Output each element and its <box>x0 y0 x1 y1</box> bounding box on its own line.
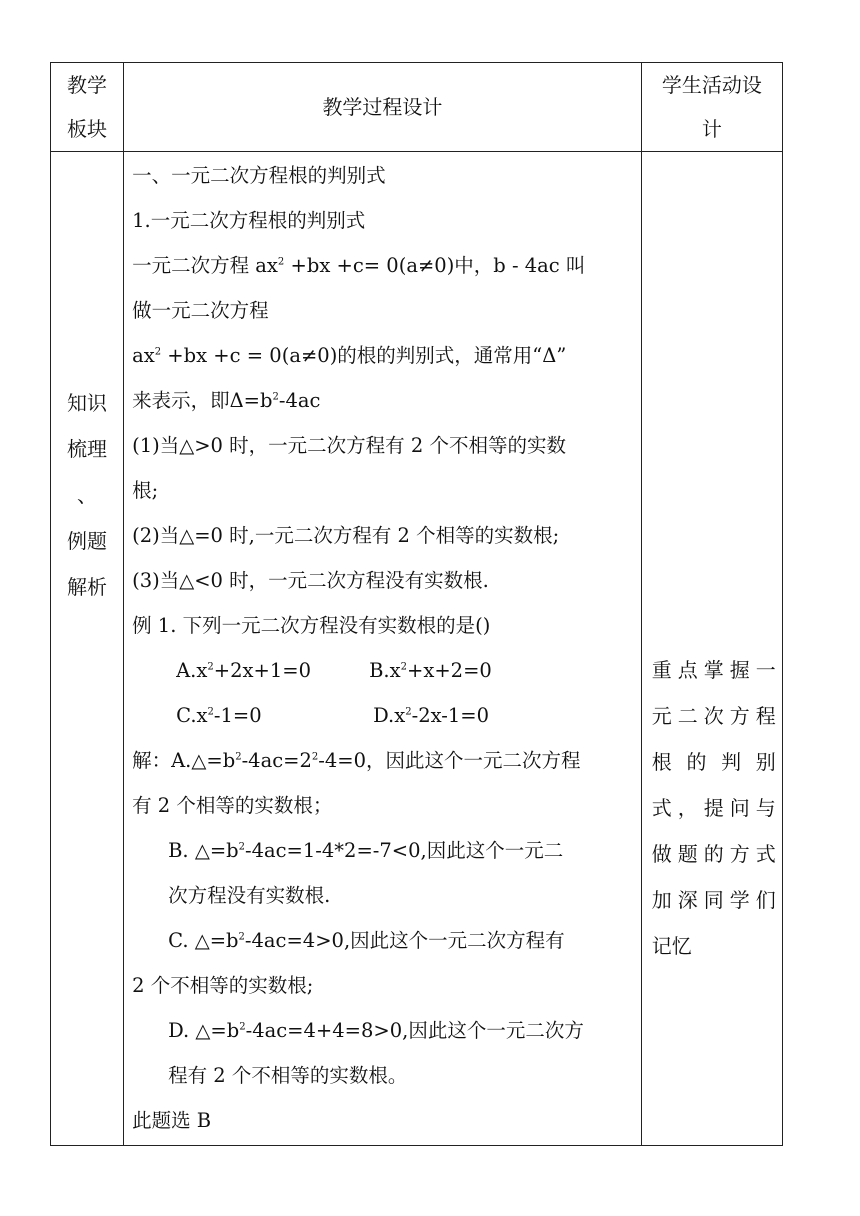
text-line: $ax^2 +bx +c = 0(a\ne 0)$的根的判别式，通常用“Δ” <box>132 344 567 367</box>
text-line: (1)当△>0 时，一元二次方程有 2 个不相等的实数 <box>132 434 566 457</box>
header-col-process-label: 教学过程设计 <box>322 95 443 119</box>
header-col-activity <box>641 63 782 152</box>
activity-note-line: 式，提问与 <box>651 796 776 820</box>
header-row <box>51 63 783 152</box>
block-label-cell <box>51 152 124 1146</box>
block-label <box>51 380 123 610</box>
text-line: 来表示，即$\Delta=b^2-4ac$ <box>132 389 321 412</box>
solution-line: 2 个不相等的实数根; <box>132 974 314 997</box>
block-label-line: 、 <box>77 483 98 507</box>
solution-line: 次方程没有实数根. <box>168 884 331 907</box>
option-c: $C.x^2-1=0$ <box>176 704 262 727</box>
solution-line: D. $\triangle=b^2-4ac=4+4=8>0$,因此这个一元二次方 <box>168 1019 584 1042</box>
activity-note-line: 做题的方式 <box>651 842 776 866</box>
block-label-line: 例题 <box>67 529 108 553</box>
option-b: $B.x^2+x+2=0$ <box>369 659 492 682</box>
text-line: 根; <box>132 479 159 502</box>
header-col-activity-line1: 学生活动设 <box>661 73 762 97</box>
header-col-block-line1: 教学 <box>67 73 108 97</box>
text-line: (2)当△=0 时,一元二次方程有 2 个相等的实数根; <box>132 524 560 547</box>
process-content <box>124 152 641 1144</box>
text-line: 做一元二次方程 <box>132 299 269 322</box>
process-cell <box>124 152 642 1146</box>
block-label-line: 梳理 <box>67 437 108 461</box>
activity-note <box>652 647 776 969</box>
solution-line: B. $\triangle=b^2-4ac=1-4*2=-7<0$,因此这个一元二 <box>168 839 564 862</box>
lesson-plan-table <box>50 62 783 1146</box>
subsection-title: 1.一元二次方程根的判别式 <box>132 209 366 232</box>
option-d: $D.x^2-2x-1=0$ <box>373 704 489 727</box>
text-line: 一元二次方程 $ax^2 +bx +c= 0(a\ne 0)$中，b - 4ac 叫 <box>132 254 586 277</box>
header-col-activity-line2: 计 <box>701 117 722 141</box>
section-title: 一、一元二次方程根的判别式 <box>132 164 386 187</box>
example-question: 例 1. 下列一元二次方程没有实数根的是() <box>132 614 491 637</box>
content-row <box>51 152 783 1146</box>
block-label-line: 知识 <box>67 391 108 415</box>
block-label-line: 解析 <box>67 575 108 599</box>
solution-line: 有 2 个相等的实数根； <box>132 794 333 817</box>
solution-line: 程有 2 个不相等的实数根。 <box>168 1064 408 1087</box>
activity-note-line: 记忆 <box>651 934 692 958</box>
solution-line: C. $\triangle=b^2-4ac=4>0$,因此这个一元二次方程有 <box>168 929 565 952</box>
header-col-process <box>124 63 642 152</box>
activity-note-line: 重点掌握一 <box>651 658 776 682</box>
option-a: $A.x^2+2x+1=0$ <box>176 659 311 682</box>
text-line: (3)当△<0 时，一元二次方程没有实数根. <box>132 569 489 592</box>
answer-line: 此题选 B <box>132 1109 212 1132</box>
header-col-block-line2: 板块 <box>67 117 108 141</box>
activity-note-line: 元二次方程 <box>651 704 776 728</box>
activity-note-line: 加深同学们 <box>651 888 776 912</box>
header-col-block <box>51 63 124 152</box>
activity-cell <box>641 152 782 1146</box>
activity-note-line: 根 的 判 别 <box>651 750 776 774</box>
solution-line: 解：$A.\triangle=b^2-4ac=2^2-4=0$，因此这个一元二次方程 <box>132 749 581 772</box>
